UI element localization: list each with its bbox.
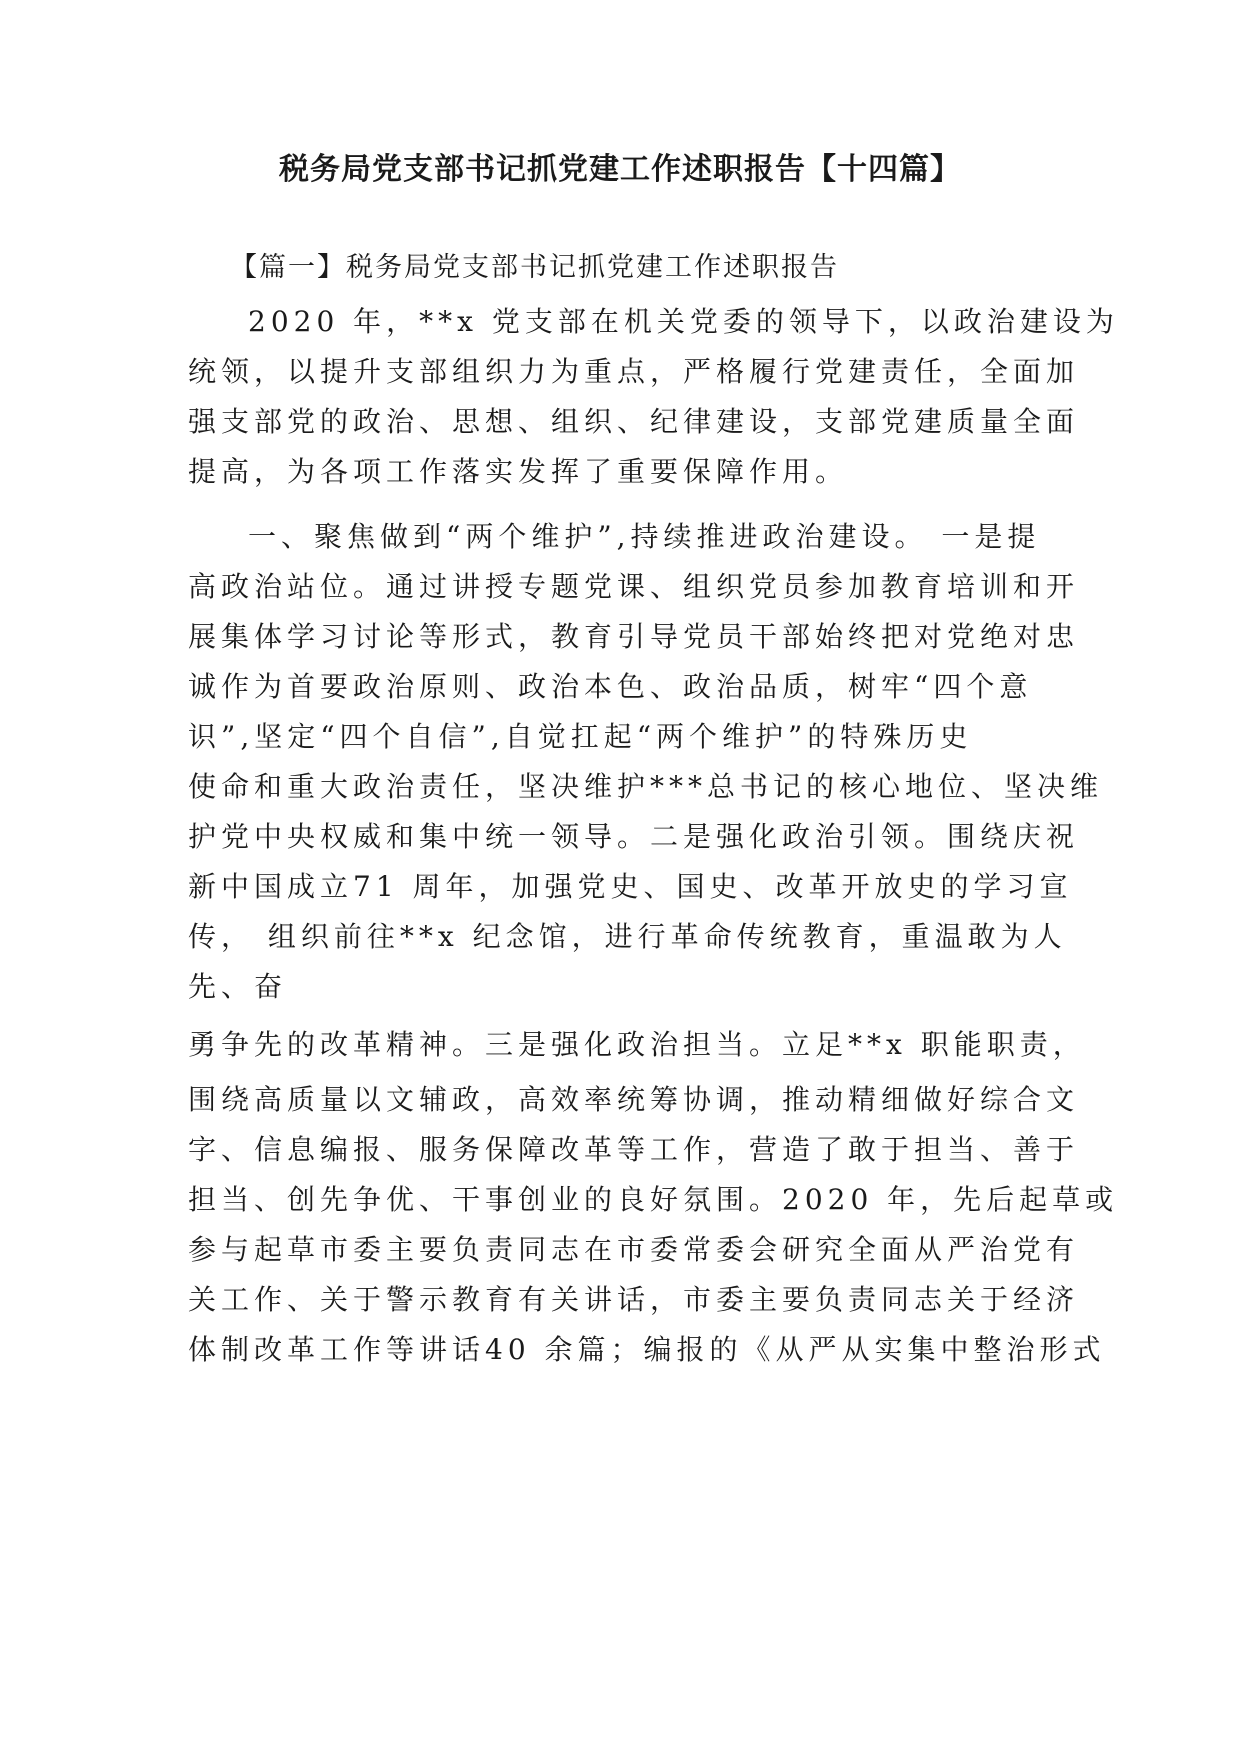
section-heading: 【篇一】税务局党支部书记抓党建工作述职报告 bbox=[230, 252, 839, 283]
document-title: 税务局党支部书记抓党建工作述职报告【十四篇】 bbox=[279, 152, 961, 187]
paragraph-line: 传， 组织前往**x 纪念馆，进行革命传统教育，重温敢为人 bbox=[188, 920, 1067, 953]
paragraph-line: 围绕高质量以文辅政，高效率统筹协调，推动精细做好综合文 bbox=[188, 1083, 1080, 1116]
paragraph-line: 字、信息编报、服务保障改革等工作，营造了敢于担当、善于 bbox=[188, 1133, 1080, 1166]
paragraph-line: 担当、创先争优、干事创业的良好氛围。2020 年，先后起草或 bbox=[188, 1183, 1119, 1216]
paragraph-line: 展集体学习讨论等形式，教育引导党员干部始终把对党绝对忠 bbox=[188, 620, 1080, 653]
paragraph-line: 先、奋 bbox=[188, 970, 288, 1003]
paragraph-line: 参与起草市委主要负责同志在市委常委会研究全面从严治党有 bbox=[188, 1233, 1080, 1266]
paragraph-line: 关工作、关于警示教育有关讲话，市委主要负责同志关于经济 bbox=[188, 1283, 1080, 1316]
paragraph-line: 提高，为各项工作落实发挥了重要保障作用。 bbox=[188, 455, 849, 488]
paragraph-line: 诚作为首要政治原则、政治本色、政治品质，树牢“四个意 bbox=[188, 670, 1033, 703]
paragraph-line: 一、聚焦做到“两个维护”,持续推进政治建设。 一是提 bbox=[248, 520, 1041, 553]
paragraph-line: 2020 年，**x 党支部在机关党委的领导下，以政治建设为 bbox=[248, 305, 1119, 338]
paragraph-line: 统领，以提升支部组织力为重点，严格履行党建责任，全面加 bbox=[188, 355, 1080, 388]
paragraph-line: 勇争先的改革精神。三是强化政治担当。立足**x 职能职责， bbox=[188, 1028, 1086, 1061]
paragraph-line: 体制改革工作等讲话40 余篇；编报的《从严从实集中整治形式 bbox=[188, 1333, 1106, 1366]
paragraph-line: 新中国成立71 周年，加强党史、国史、改革开放史的学习宣 bbox=[188, 870, 1073, 903]
paragraph-line: 识”,坚定“四个自信”,自觉扛起“两个维护”的特殊历史 bbox=[188, 720, 973, 753]
paragraph-line: 强支部党的政治、思想、组织、纪律建设，支部党建质量全面 bbox=[188, 405, 1080, 438]
paragraph-line: 护党中央权威和集中统一领导。二是强化政治引领。围绕庆祝 bbox=[188, 820, 1080, 853]
paragraph-line: 使命和重大政治责任，坚决维护***总书记的核心地位、坚决维 bbox=[188, 770, 1104, 803]
paragraph-line: 高政治站位。通过讲授专题党课、组织党员参加教育培训和开 bbox=[188, 570, 1080, 603]
